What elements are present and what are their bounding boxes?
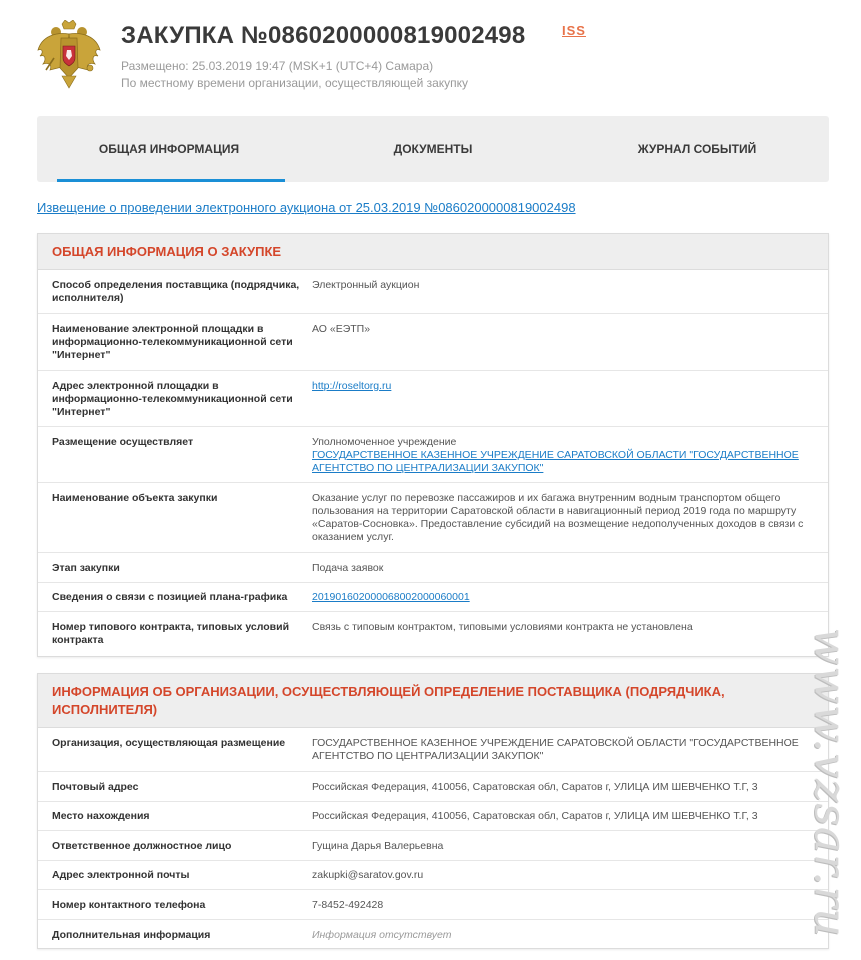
table-row — [38, 802, 828, 831]
notice-link[interactable]: Извещение о проведении электронного аукциона от 25.03.2019 №0860200000819002498 — [37, 200, 576, 215]
placer-org-link[interactable]: ГОСУДАРСТВЕННОЕ КАЗЕННОЕ УЧРЕЖДЕНИЕ САРАТОВСКОЙ ОБЛАСТИ "ГОСУДАРСТВЕННОЕ АГЕНТСТВО ПО ЦЕНТРАЛИЗАЦИИ ЗАКУПОК" — [312, 449, 799, 474]
row-value: Подача заявок — [312, 562, 384, 574]
row-value: zakupki@saratov.gov.ru — [312, 869, 424, 881]
page-title: ЗАКУПКА №0860200000819002498 — [121, 22, 526, 49]
tab-documents[interactable]: ДОКУМЕНТЫ — [393, 142, 473, 156]
table-row — [38, 890, 828, 920]
row-label: Ответственное должностное лицо — [52, 840, 232, 852]
platform-url-link[interactable]: http://roseltorg.ru — [312, 380, 392, 392]
row-label: Наименование объекта закупки — [52, 492, 218, 504]
row-label: Адрес электронной почты — [52, 869, 190, 881]
table-row — [38, 920, 828, 948]
row-value: АО «ЕЭТП» — [312, 323, 371, 335]
table-row — [38, 612, 828, 656]
page-header — [0, 0, 861, 110]
row-value — [300, 591, 828, 611]
general-info-section — [37, 233, 829, 657]
tab-bar — [37, 116, 829, 182]
row-value: Российская Федерация, 410056, Саратовская обл, Саратов г, УЛИЦА ИМ ШЕВЧЕНКО Т.Г, 3 — [312, 810, 758, 822]
section-title: ИНФОРМАЦИЯ ОБ ОРГАНИЗАЦИИ, ОСУЩЕСТВЛЯЮЩЕЙ ОПРЕДЕЛЕНИЕ ПОСТАВЩИКА (ПОДРЯДЧИКА, ИСПОЛНИТЕЛЯ) — [38, 674, 828, 728]
row-value: Электронный аукцион — [312, 279, 420, 291]
organization-section — [37, 673, 829, 949]
section-title: ОБЩАЯ ИНФОРМАЦИЯ О ЗАКУПКЕ — [38, 234, 828, 270]
table-row — [38, 831, 828, 861]
table-row — [38, 427, 828, 483]
row-value: ГОСУДАРСТВЕННОЕ КАЗЕННОЕ УЧРЕЖДЕНИЕ САРАТОВСКОЙ ОБЛАСТИ "ГОСУДАРСТВЕННОЕ АГЕНТСТВО ПО ЦЕНТРАЛИЗАЦИИ ЗАКУПОК" — [312, 737, 799, 762]
table-row — [38, 728, 828, 772]
row-value: Информация отсутствует — [312, 929, 452, 941]
plan-schedule-link[interactable]: 201901602000068002000060001 — [312, 591, 470, 603]
watermark — [800, 610, 860, 955]
row-value: Российская Федерация, 410056, Саратовская обл, Саратов г, УЛИЦА ИМ ШЕВЧЕНКО Т.Г, 3 — [312, 781, 758, 793]
row-value: Связь с типовым контрактом, типовыми условиями контракта не установлена — [312, 621, 693, 633]
row-label: Дополнительная информация — [52, 929, 211, 941]
watermark-text: www.vzsar.ru — [804, 627, 856, 938]
tab-event-log[interactable]: ЖУРНАЛ СОБЫТИЙ — [637, 142, 757, 156]
tab-general-info[interactable]: ОБЩАЯ ИНФОРМАЦИЯ — [37, 116, 301, 182]
row-value: Оказание услуг по перевозке пассажиров и их багажа внутренним водным транспортом общего пользования на территории Саратовской области в навигационный период 2019 года по маршруту «Саратов-Сосновка». Предоставление субсидий на возмещение недополученных доходов в связи с оказанием услуг. — [312, 492, 804, 543]
posted-timezone-note: По местному времени организации, осуществляющей закупку — [121, 76, 469, 90]
row-value — [300, 380, 828, 426]
row-label: Способ определения поставщика (подрядчика, исполнителя) — [52, 279, 300, 304]
row-label: Размещение осуществляет — [52, 436, 194, 448]
table-row — [38, 314, 828, 371]
row-label: Место нахождения — [52, 810, 150, 822]
row-label: Организация, осуществляющая размещение — [52, 737, 286, 749]
row-label: Почтовый адрес — [52, 781, 139, 793]
placer-type: Уполномоченное учреждение — [312, 436, 457, 448]
table-row — [38, 553, 828, 583]
row-value: Гущина Дарья Валерьевна — [312, 840, 444, 852]
table-row — [38, 772, 828, 802]
row-label: Этап закупки — [52, 562, 120, 574]
table-row — [38, 861, 828, 890]
table-row — [38, 483, 828, 553]
iss-link[interactable]: ISS — [562, 23, 586, 38]
table-row — [38, 371, 828, 427]
posted-datetime: Размещено: 25.03.2019 19:47 (MSK+1 (UTC+4) Самара) — [121, 59, 434, 73]
row-label: Адрес электронной площадки в информационно-телекоммуникационной сети "Интернет" — [52, 380, 293, 418]
row-label: Номер типового контракта, типовых условий контракта — [52, 621, 290, 646]
row-label: Наименование электронной площадки в информационно-телекоммуникационной сети "Интернет" — [52, 323, 293, 361]
row-value: 7-8452-492428 — [312, 899, 384, 911]
row-label: Сведения о связи с позицией плана-графика — [52, 591, 288, 603]
row-value — [300, 436, 828, 482]
coat-of-arms-icon — [36, 20, 102, 90]
table-row — [38, 270, 828, 314]
table-row — [38, 583, 828, 612]
row-label: Номер контактного телефона — [52, 899, 206, 911]
